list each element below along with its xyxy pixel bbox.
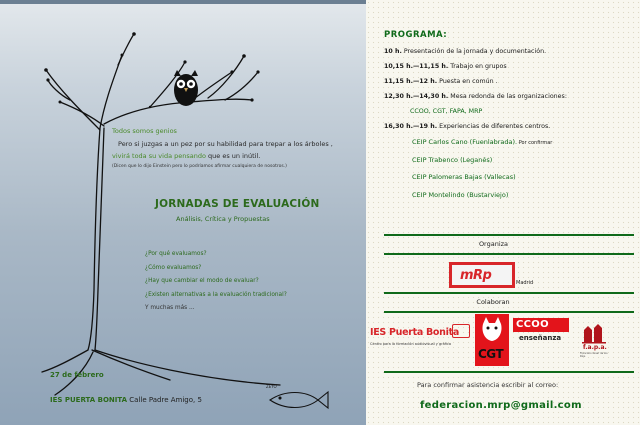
center-name: CEIP Trabenco (Leganés)	[412, 155, 493, 164]
quote-attribution: (Dicen que lo dijo Einstein pero lo podríamos afirmar cualquiera de nosotros.)	[112, 164, 287, 169]
center-item	[384, 191, 567, 209]
divider	[384, 292, 634, 294]
schedule-time: 11,15 h.—12 h.	[384, 78, 438, 85]
organizations-line: CCOO, CGT, FAPA, MRP	[410, 108, 483, 115]
building-icon	[580, 322, 610, 344]
schedule-time: 12,30 h.—14,30 h.	[384, 93, 449, 100]
quote-line-2-rest: que es un inútil.	[205, 152, 261, 160]
ccoo-logo-box	[513, 318, 569, 332]
quote-title: Todos somos genios	[112, 127, 177, 135]
fapa-logo-text: f.a.p.a.	[583, 344, 607, 351]
divider	[384, 234, 634, 236]
schedule-text: Trabajo en grupos	[448, 63, 507, 70]
center-item	[384, 156, 567, 174]
divider	[384, 371, 634, 373]
cgt-logo-text: CGT	[478, 347, 504, 361]
event-date: 27 de febrero	[50, 371, 104, 379]
question-item: ¿Por qué evaluamos?	[145, 251, 207, 257]
program-title: PROGRAMA:	[384, 30, 448, 40]
schedule-text: Experiencias de diferentes centros.	[437, 123, 551, 130]
schedule-text: Mesa redonda de las organizaciones:	[448, 93, 567, 100]
quote-line-1: Pero si juzgas a un pez por su habilidad para trepar a los árboles ,	[118, 140, 333, 148]
bus-icon	[452, 324, 470, 338]
ies-logo-text: IES Puerta Bonita	[370, 327, 459, 338]
schedule-row	[384, 93, 567, 108]
divider	[384, 311, 634, 313]
quote-line-2	[112, 152, 260, 160]
divider	[384, 253, 634, 255]
confirm-text: Para confirmar asistencia escribir al correo:	[417, 381, 559, 389]
question-item: Y muchas más ...	[145, 305, 195, 311]
center-name: CEIP Montelindo (Bustarviejo)	[412, 190, 509, 199]
ies-logo-subtitle: Centro para la formación audiovisual y gráfica	[370, 342, 452, 346]
cat-icon	[475, 314, 509, 346]
mrp-logo	[449, 262, 515, 288]
ccoo-logo-subtitle: enseñanza	[519, 334, 562, 342]
venue-name: IES PUERTA BONITA	[50, 396, 128, 404]
schedule-row	[384, 63, 567, 78]
contact-email-link[interactable]: federacion.mrp@gmail.com	[420, 400, 582, 411]
madrid-label: Madrid	[516, 280, 534, 286]
schedule-row	[384, 123, 567, 138]
fish-icon	[270, 392, 328, 408]
ies-puerta-bonita-logo	[370, 322, 470, 352]
question-item: ¿Existen alternativas a la evaluación tradicional?	[145, 291, 287, 298]
schedule-text: Puesta en común .	[437, 78, 498, 85]
schedule-list	[384, 48, 567, 208]
cgt-logo	[475, 314, 509, 366]
schedule-text: Presentación de la jornada y documentación.	[401, 48, 547, 55]
ccoo-logo-text: CCOO	[516, 319, 549, 330]
question-item: ¿Hay que cambiar el modo de evaluar?	[145, 278, 259, 284]
event-subtitle: Análisis, Crítica y Propuestas	[176, 215, 270, 223]
owl-icon	[174, 70, 198, 106]
schedule-time: 16,30 h.—19 h.	[384, 123, 438, 130]
questions-list	[145, 251, 287, 319]
mrp-logo-text: mRp	[460, 268, 492, 283]
schedule-row	[384, 48, 567, 63]
center-name: CEIP Carlos Cano (Fuenlabrada).	[412, 138, 518, 146]
fapa-logo-subtitle: Francisco Giner de los Ríos	[580, 352, 608, 358]
organiza-label: Organiza	[478, 240, 509, 248]
fapa-logo	[580, 322, 610, 358]
colaboran-label: Colaboran	[476, 298, 510, 306]
venue-address: Calle Padre Amigo, 5	[127, 396, 202, 404]
ccoo-logo	[513, 318, 573, 348]
center-name: CEIP Palomeras Bajas (Vallecas)	[412, 173, 516, 181]
event-title: JORNADAS DE EVALUACIÓN	[155, 198, 320, 210]
event-venue	[50, 396, 202, 404]
center-item	[384, 138, 567, 156]
quote-highlight: vivirá toda su vida pensando	[112, 152, 206, 160]
center-item	[384, 173, 567, 191]
center-note: Por confirmar	[517, 140, 553, 146]
schedule-time: 10,15 h.—11,15 h.	[384, 63, 449, 70]
schedule-row	[384, 78, 567, 93]
schedule-time: 10 h.	[384, 48, 402, 55]
question-item: ¿Cómo evaluamos?	[145, 264, 202, 271]
artist-signature: ZEYO	[266, 384, 277, 389]
